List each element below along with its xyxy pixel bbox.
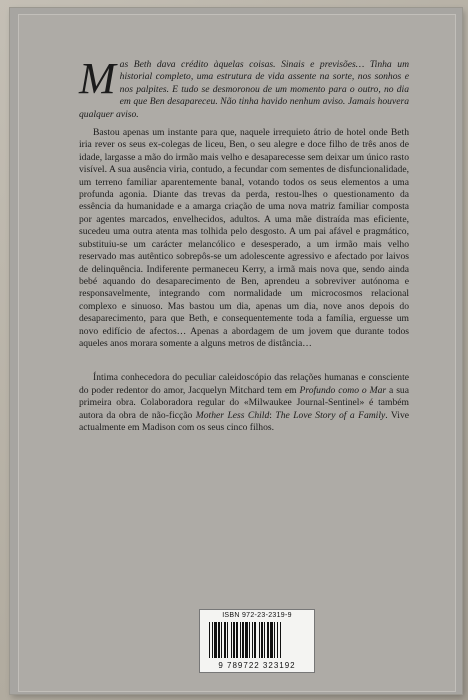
barcode-icon xyxy=(209,622,305,658)
cover-panel xyxy=(18,14,456,692)
intro-paragraph xyxy=(79,54,409,121)
intro-text: as Beth dava crédito àquelas coisas. Sinais e previsões… Tinha um historial completo, uma estrutura de vida assente na sorte, nos sonhos e nos palpites. E tudo se desmoronou de um momento para o outro, no dia em que Ben desapareceu. Não tinha havido nenhum aviso. Jamais houvera qualquer aviso. xyxy=(79,59,409,120)
isbn-text: ISBN 972-23-2319-9 xyxy=(222,612,292,619)
drop-cap: M xyxy=(79,54,116,103)
author-bio-paragraph xyxy=(79,372,409,434)
bio-text-2: a sua primeira obra. Colaboradora regular do «Milwaukee Journal-Sentinel» é também autora da obra de não-ficção xyxy=(79,384,409,421)
bio-nonfiction-title: Mother Less Child xyxy=(195,409,270,421)
bio-colon: : xyxy=(269,409,276,421)
bio-nonfiction-subtitle: The Love Story of a Family xyxy=(275,409,386,421)
bio-text-3: . Vive actualmente em Madison com os seus cinco filhos. xyxy=(79,409,409,433)
bio-book-title: Profundo como o Mar xyxy=(299,384,387,396)
blurb-text xyxy=(79,54,409,434)
book-back-cover xyxy=(10,8,462,694)
barcode-label xyxy=(199,609,315,673)
bio-text-1: Íntima conhecedora do peculiar caleidoscópio das relações humanas e consciente do poder redentor do amor, Jacquelyn Mitchard tem em xyxy=(79,372,409,396)
synopsis-paragraph: Bastou apenas um instante para que, naquele irrequieto átrio de hotel onde Beth iria rever os seus ex-colegas de liceu, Ben, o seu alegre e doce filho de três anos de idade, largasse a mão do irmão mais velho e desaparecesse sem deixar um único rasto visível. A sua ausência viria, contudo, a fecundar com sementes de disfuncionalidade, um terreno familiar aparentemente banal, votando todos os seus elementos a uma profunda agonia. Diante das trevas da perda, restou-lhes o questionamento da essência da humanidade e a amarga criação de uma nova matriz familiar composta por agentes marcados, envelhecidos, adultos. A uma mãe distraída mas eficiente, sucedeu uma outra atenta mas tolhida pelo desgosto. A um pai afável e pragmático, substituiu-se um carácter melancólico e desesperado, a um irmão mais velho reservado mas autêntico sobrepôs-se um adolescente agressivo e afectado por laivos de delinquência. Indiferente permaneceu Kerry, a irmã mais nova que, sendo ainda bebé aquando do desaparecimento de Ben, aprendeu a sobreviver autónoma e responsavelmente, integrando com normalidade um microcosmos relacional complexo e sinuoso. Mas bastou um dia, apenas um dia, nove anos depois do desaparecimento, para que Beth, e consequentemente toda a família, erguesse um novo edifício de afectos… Apenas a abordagem de um jovem que durante todos aqueles anos morara somente a alguns metros de distância… xyxy=(79,127,409,349)
ean-number: 9 789722 323192 xyxy=(218,661,296,670)
